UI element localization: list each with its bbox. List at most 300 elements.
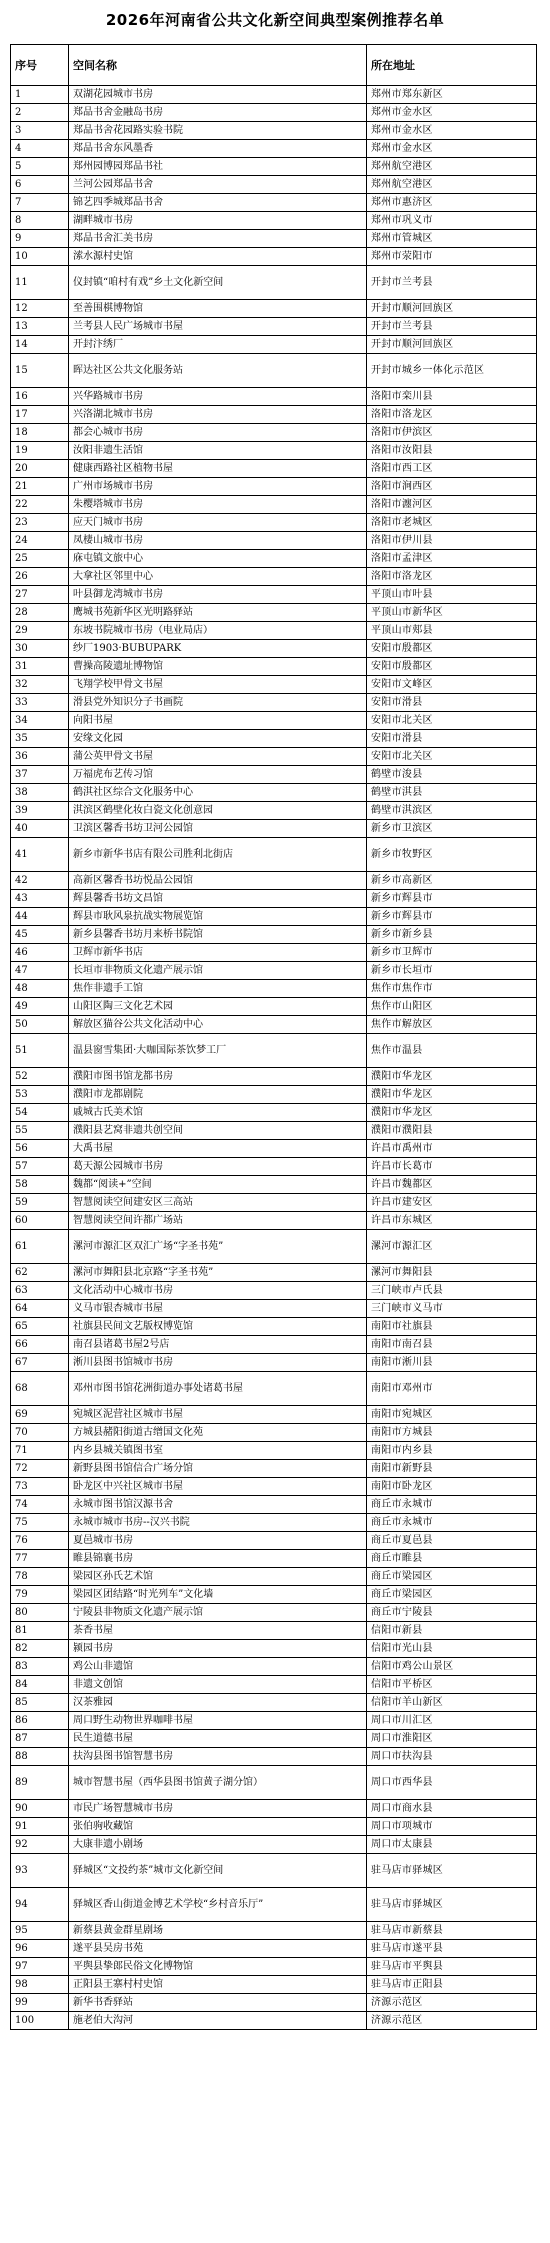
row-number: 33 xyxy=(11,694,69,712)
row-number: 43 xyxy=(11,890,69,908)
row-address: 信阳市新县 xyxy=(367,1622,537,1640)
row-space-name: 温县窗雪集团·大咖国际茶饮梦工厂 xyxy=(69,1034,367,1068)
row-space-name: 市民广场智慧城市书房 xyxy=(69,1800,367,1818)
row-space-name: 开封汴绣厂 xyxy=(69,336,367,354)
row-number: 91 xyxy=(11,1818,69,1836)
row-number: 17 xyxy=(11,406,69,424)
table-row xyxy=(11,1604,537,1622)
row-space-name: 扶沟县图书馆智慧书房 xyxy=(69,1748,367,1766)
row-number: 25 xyxy=(11,550,69,568)
row-space-name: 鹰城书苑新华区光明路驿站 xyxy=(69,604,367,622)
row-space-name: 卧龙区中兴社区城市书屋 xyxy=(69,1478,367,1496)
row-address: 濮阳市华龙区 xyxy=(367,1104,537,1122)
table-row xyxy=(11,694,537,712)
row-number: 62 xyxy=(11,1264,69,1282)
row-address: 周口市项城市 xyxy=(367,1818,537,1836)
row-space-name: 驿城区“文投约茶”城市文化新空间 xyxy=(69,1854,367,1888)
table-row xyxy=(11,212,537,230)
table-row xyxy=(11,926,537,944)
row-address: 洛阳市栾川县 xyxy=(367,388,537,406)
table-row xyxy=(11,104,537,122)
header-number: 序号 xyxy=(11,45,69,86)
row-address: 安阳市殷都区 xyxy=(367,658,537,676)
table-row xyxy=(11,2012,537,2030)
row-space-name: 蒲公英甲骨文书屋 xyxy=(69,748,367,766)
row-space-name: 辉县馨香书坊文昌馆 xyxy=(69,890,367,908)
row-number: 27 xyxy=(11,586,69,604)
table-row xyxy=(11,1424,537,1442)
row-number: 85 xyxy=(11,1694,69,1712)
row-address: 南阳市宛城区 xyxy=(367,1406,537,1424)
row-number: 75 xyxy=(11,1514,69,1532)
row-space-name: 曹操高陵遗址博物馆 xyxy=(69,658,367,676)
table-row xyxy=(11,122,537,140)
row-address: 漯河市源汇区 xyxy=(367,1230,537,1264)
row-number: 96 xyxy=(11,1940,69,1958)
table-row xyxy=(11,1442,537,1460)
row-address: 驻马店市正阳县 xyxy=(367,1976,537,1994)
table-row xyxy=(11,354,537,388)
table-row xyxy=(11,1122,537,1140)
row-address: 洛阳市涧西区 xyxy=(367,478,537,496)
row-number: 52 xyxy=(11,1068,69,1086)
row-space-name: 方城县赭阳街道古缯国文化苑 xyxy=(69,1424,367,1442)
row-address: 漯河市舞阳县 xyxy=(367,1264,537,1282)
row-space-name: 大禹书屋 xyxy=(69,1140,367,1158)
row-space-name: 平舆县挚郎民俗文化博物馆 xyxy=(69,1958,367,1976)
row-number: 2 xyxy=(11,104,69,122)
row-space-name: 文化活动中心城市书房 xyxy=(69,1282,367,1300)
row-space-name: 凤棲山城市书房 xyxy=(69,532,367,550)
table-row xyxy=(11,1282,537,1300)
row-number: 53 xyxy=(11,1086,69,1104)
row-space-name: 正阳县王寨村村史馆 xyxy=(69,1976,367,1994)
row-address: 南阳市新野县 xyxy=(367,1460,537,1478)
row-space-name: 山阳区陶三文化艺术园 xyxy=(69,998,367,1016)
row-number: 97 xyxy=(11,1958,69,1976)
row-address: 三门峡市义马市 xyxy=(367,1300,537,1318)
table-row xyxy=(11,1460,537,1478)
row-address: 新乡市牧野区 xyxy=(367,838,537,872)
row-number: 12 xyxy=(11,300,69,318)
row-number: 86 xyxy=(11,1712,69,1730)
row-number: 11 xyxy=(11,266,69,300)
row-number: 37 xyxy=(11,766,69,784)
table-row xyxy=(11,1372,537,1406)
table-body xyxy=(11,86,537,2030)
row-number: 92 xyxy=(11,1836,69,1854)
row-number: 47 xyxy=(11,962,69,980)
table-row xyxy=(11,514,537,532)
row-address: 信阳市羊山新区 xyxy=(367,1694,537,1712)
row-address: 平顶山市叶县 xyxy=(367,586,537,604)
table-row xyxy=(11,820,537,838)
row-number: 32 xyxy=(11,676,69,694)
row-space-name: 郑州园博园郑品书社 xyxy=(69,158,367,176)
row-space-name: 永城市城市书房--汉兴书院 xyxy=(69,1514,367,1532)
row-number: 9 xyxy=(11,230,69,248)
table-row xyxy=(11,908,537,926)
row-address: 洛阳市瀍河区 xyxy=(367,496,537,514)
row-address: 濮阳市濮阳县 xyxy=(367,1122,537,1140)
row-address: 鹤壁市淇县 xyxy=(367,784,537,802)
row-space-name: 鹤淇社区综合文化服务中心 xyxy=(69,784,367,802)
row-address: 鹤壁市淇滨区 xyxy=(367,802,537,820)
row-number: 21 xyxy=(11,478,69,496)
table-row xyxy=(11,1406,537,1424)
table-row xyxy=(11,532,537,550)
row-number: 51 xyxy=(11,1034,69,1068)
row-address: 驻马店市新蔡县 xyxy=(367,1922,537,1940)
row-number: 88 xyxy=(11,1748,69,1766)
table-row xyxy=(11,248,537,266)
row-space-name: 新野县图书馆信合广场分馆 xyxy=(69,1460,367,1478)
row-number: 31 xyxy=(11,658,69,676)
row-space-name: 梁园区孙氏艺术馆 xyxy=(69,1568,367,1586)
table-row xyxy=(11,1068,537,1086)
row-number: 74 xyxy=(11,1496,69,1514)
table-row xyxy=(11,1836,537,1854)
row-address: 驻马店市驿城区 xyxy=(367,1888,537,1922)
row-space-name: 焦作非遗手工馆 xyxy=(69,980,367,998)
row-number: 14 xyxy=(11,336,69,354)
table-row xyxy=(11,1730,537,1748)
row-number: 100 xyxy=(11,2012,69,2030)
row-address: 安阳市文峰区 xyxy=(367,676,537,694)
table-row xyxy=(11,1586,537,1604)
row-space-name: 鸡公山非遗馆 xyxy=(69,1658,367,1676)
row-space-name: 濮阳市龙都剧院 xyxy=(69,1086,367,1104)
row-number: 90 xyxy=(11,1800,69,1818)
row-address: 周口市淮阳区 xyxy=(367,1730,537,1748)
row-number: 13 xyxy=(11,318,69,336)
row-address: 安阳市滑县 xyxy=(367,730,537,748)
table-row xyxy=(11,1016,537,1034)
row-space-name: 濮阳市图书馆龙都书房 xyxy=(69,1068,367,1086)
row-space-name: 张伯驹收藏馆 xyxy=(69,1818,367,1836)
row-address: 郑州航空港区 xyxy=(367,176,537,194)
row-address: 洛阳市伊滨区 xyxy=(367,424,537,442)
row-address: 焦作市温县 xyxy=(367,1034,537,1068)
row-space-name: 夏邑城市书房 xyxy=(69,1532,367,1550)
row-address: 新乡市长垣市 xyxy=(367,962,537,980)
row-number: 44 xyxy=(11,908,69,926)
row-number: 81 xyxy=(11,1622,69,1640)
row-space-name: 颍园书房 xyxy=(69,1640,367,1658)
table-row xyxy=(11,802,537,820)
row-space-name: 民生道德书屋 xyxy=(69,1730,367,1748)
row-number: 18 xyxy=(11,424,69,442)
row-space-name: 驿城区香山街道金博艺术学校“乡村音乐厅” xyxy=(69,1888,367,1922)
table-row xyxy=(11,1958,537,1976)
row-address: 驻马店市驿城区 xyxy=(367,1854,537,1888)
row-space-name: 汝阳非遗生活馆 xyxy=(69,442,367,460)
row-space-name: 解放区猫谷公共文化活动中心 xyxy=(69,1016,367,1034)
row-address: 新乡市辉县市 xyxy=(367,890,537,908)
row-number: 95 xyxy=(11,1922,69,1940)
row-space-name: 飞翔学校甲骨文书屋 xyxy=(69,676,367,694)
row-address: 许昌市东城区 xyxy=(367,1212,537,1230)
row-space-name: 智慧阅读空间建安区三高站 xyxy=(69,1194,367,1212)
row-space-name: 淇滨区鹤壁化妆白瓷文化创意园 xyxy=(69,802,367,820)
table-row xyxy=(11,622,537,640)
row-address: 平顶山市新华区 xyxy=(367,604,537,622)
row-address: 安阳市滑县 xyxy=(367,694,537,712)
row-address: 洛阳市汝阳县 xyxy=(367,442,537,460)
table-row xyxy=(11,998,537,1016)
row-space-name: 内乡县城关镇图书室 xyxy=(69,1442,367,1460)
table-row xyxy=(11,962,537,980)
row-number: 61 xyxy=(11,1230,69,1264)
row-number: 70 xyxy=(11,1424,69,1442)
row-address: 鹤壁市浚县 xyxy=(367,766,537,784)
row-number: 39 xyxy=(11,802,69,820)
row-number: 99 xyxy=(11,1994,69,2012)
row-space-name: 淅川县图书馆城市书房 xyxy=(69,1354,367,1372)
row-number: 40 xyxy=(11,820,69,838)
table-row xyxy=(11,1158,537,1176)
row-number: 93 xyxy=(11,1854,69,1888)
table-row xyxy=(11,230,537,248)
row-number: 28 xyxy=(11,604,69,622)
row-number: 6 xyxy=(11,176,69,194)
row-space-name: 永城市图书馆汉源书舍 xyxy=(69,1496,367,1514)
table-row xyxy=(11,1176,537,1194)
row-address: 新乡市卫辉市 xyxy=(367,944,537,962)
row-address: 焦作市山阳区 xyxy=(367,998,537,1016)
row-number: 3 xyxy=(11,122,69,140)
table-row xyxy=(11,1140,537,1158)
row-number: 65 xyxy=(11,1318,69,1336)
row-address: 郑州市郑东新区 xyxy=(367,86,537,104)
table-row xyxy=(11,1212,537,1230)
table-row xyxy=(11,748,537,766)
row-space-name: 社旗县民间文艺版权博览馆 xyxy=(69,1318,367,1336)
row-number: 22 xyxy=(11,496,69,514)
table-row xyxy=(11,1336,537,1354)
row-space-name: 郑品书舍花园路实验书院 xyxy=(69,122,367,140)
row-address: 驻马店市平舆县 xyxy=(367,1958,537,1976)
row-address: 南阳市南召县 xyxy=(367,1336,537,1354)
header-address: 所在地址 xyxy=(367,45,537,86)
table-row xyxy=(11,424,537,442)
row-address: 安阳市殷都区 xyxy=(367,640,537,658)
row-space-name: 大康非遗小剧场 xyxy=(69,1836,367,1854)
table-row xyxy=(11,388,537,406)
row-number: 46 xyxy=(11,944,69,962)
row-number: 23 xyxy=(11,514,69,532)
row-address: 许昌市长葛市 xyxy=(367,1158,537,1176)
row-address: 洛阳市洛龙区 xyxy=(367,568,537,586)
row-address: 南阳市方城县 xyxy=(367,1424,537,1442)
row-address: 开封市城乡一体化示范区 xyxy=(367,354,537,388)
row-address: 周口市西华县 xyxy=(367,1766,537,1800)
table-row xyxy=(11,1658,537,1676)
row-space-name: 魏都“阅读+”空间 xyxy=(69,1176,367,1194)
row-space-name: 漯河市源汇区双汇广场“字圣书苑” xyxy=(69,1230,367,1264)
table-row xyxy=(11,586,537,604)
row-space-name: 周口野生动物世界咖啡书屋 xyxy=(69,1712,367,1730)
row-number: 54 xyxy=(11,1104,69,1122)
table-row xyxy=(11,766,537,784)
row-space-name: 双湖花园城市书房 xyxy=(69,86,367,104)
row-number: 36 xyxy=(11,748,69,766)
row-address: 南阳市邓州市 xyxy=(367,1372,537,1406)
row-address: 济源示范区 xyxy=(367,1994,537,2012)
table-row xyxy=(11,890,537,908)
row-number: 72 xyxy=(11,1460,69,1478)
row-number: 26 xyxy=(11,568,69,586)
row-number: 24 xyxy=(11,532,69,550)
row-number: 79 xyxy=(11,1586,69,1604)
row-number: 29 xyxy=(11,622,69,640)
table-row xyxy=(11,1748,537,1766)
row-address: 郑州市金水区 xyxy=(367,140,537,158)
table-row xyxy=(11,784,537,802)
row-space-name: 戚城古氏美术馆 xyxy=(69,1104,367,1122)
table-row xyxy=(11,1800,537,1818)
row-space-name: 晖达社区公共文化服务站 xyxy=(69,354,367,388)
row-address: 安阳市北关区 xyxy=(367,748,537,766)
row-space-name: 都会心城市书房 xyxy=(69,424,367,442)
table-row xyxy=(11,1640,537,1658)
row-space-name: 汉茶雅园 xyxy=(69,1694,367,1712)
table-row xyxy=(11,1478,537,1496)
table-row xyxy=(11,1514,537,1532)
page-title: 2026年河南省公共文化新空间典型案例推荐名单 xyxy=(105,11,445,29)
row-space-name: 万福虎布艺传习馆 xyxy=(69,766,367,784)
row-space-name: 卫滨区馨香书坊卫河公园馆 xyxy=(69,820,367,838)
row-number: 68 xyxy=(11,1372,69,1406)
row-number: 48 xyxy=(11,980,69,998)
row-number: 49 xyxy=(11,998,69,1016)
row-number: 71 xyxy=(11,1442,69,1460)
row-number: 84 xyxy=(11,1676,69,1694)
table-row xyxy=(11,300,537,318)
row-address: 新乡市卫滨区 xyxy=(367,820,537,838)
row-number: 8 xyxy=(11,212,69,230)
row-number: 19 xyxy=(11,442,69,460)
row-space-name: 新乡市新华书店有限公司胜利北街店 xyxy=(69,838,367,872)
row-address: 郑州市巩义市 xyxy=(367,212,537,230)
table-row xyxy=(11,158,537,176)
table-row xyxy=(11,194,537,212)
table-row xyxy=(11,1976,537,1994)
row-space-name: 应天门城市书房 xyxy=(69,514,367,532)
row-space-name: 邓州市图书馆花洲街道办事处诸葛书屋 xyxy=(69,1372,367,1406)
row-number: 80 xyxy=(11,1604,69,1622)
row-space-name: 葛天源公园城市书房 xyxy=(69,1158,367,1176)
row-space-name: 濮阳县艺窝非遗共创空间 xyxy=(69,1122,367,1140)
row-space-name: 纱厂1903·BUBUPARK xyxy=(69,640,367,658)
table-row xyxy=(11,406,537,424)
table-row xyxy=(11,478,537,496)
row-number: 83 xyxy=(11,1658,69,1676)
table-row xyxy=(11,496,537,514)
row-number: 38 xyxy=(11,784,69,802)
row-number: 50 xyxy=(11,1016,69,1034)
row-space-name: 庥屯镇文旅中心 xyxy=(69,550,367,568)
row-address: 南阳市社旗县 xyxy=(367,1318,537,1336)
row-number: 94 xyxy=(11,1888,69,1922)
row-space-name: 睢县锦襄书房 xyxy=(69,1550,367,1568)
row-address: 郑州航空港区 xyxy=(367,158,537,176)
row-space-name: 义马市银杏城市书屋 xyxy=(69,1300,367,1318)
table-row xyxy=(11,640,537,658)
row-space-name: 溹水源村史馆 xyxy=(69,248,367,266)
row-number: 10 xyxy=(11,248,69,266)
row-address: 济源示范区 xyxy=(367,2012,537,2030)
row-address: 南阳市卧龙区 xyxy=(367,1478,537,1496)
table-row xyxy=(11,550,537,568)
row-number: 82 xyxy=(11,1640,69,1658)
row-space-name: 兴洛湖北城市书房 xyxy=(69,406,367,424)
table-row xyxy=(11,1766,537,1800)
row-space-name: 智慧阅读空间许都广场站 xyxy=(69,1212,367,1230)
table-row xyxy=(11,86,537,104)
row-address: 许昌市禹州市 xyxy=(367,1140,537,1158)
row-number: 15 xyxy=(11,354,69,388)
row-space-name: 朱樱塔城市书房 xyxy=(69,496,367,514)
row-number: 34 xyxy=(11,712,69,730)
row-number: 60 xyxy=(11,1212,69,1230)
row-address: 商丘市梁园区 xyxy=(367,1586,537,1604)
row-space-name: 健康西路社区植物书屋 xyxy=(69,460,367,478)
row-address: 焦作市焦作市 xyxy=(367,980,537,998)
row-space-name: 施老伯大沟河 xyxy=(69,2012,367,2030)
table-row xyxy=(11,318,537,336)
table-row xyxy=(11,1532,537,1550)
table-header-row xyxy=(11,45,537,86)
row-address: 开封市顺河回族区 xyxy=(367,300,537,318)
row-space-name: 仪封镇“咱村有戏”乡土文化新空间 xyxy=(69,266,367,300)
row-number: 87 xyxy=(11,1730,69,1748)
row-address: 郑州市金水区 xyxy=(367,122,537,140)
row-address: 开封市兰考县 xyxy=(367,266,537,300)
row-address: 洛阳市西工区 xyxy=(367,460,537,478)
row-number: 55 xyxy=(11,1122,69,1140)
table-row xyxy=(11,730,537,748)
row-number: 42 xyxy=(11,872,69,890)
row-address: 洛阳市老城区 xyxy=(367,514,537,532)
table-row xyxy=(11,1568,537,1586)
row-number: 4 xyxy=(11,140,69,158)
row-space-name: 郑品书舍汇美书房 xyxy=(69,230,367,248)
row-space-name: 城市智慧书屋（西华县图书馆黄子湖分馆） xyxy=(69,1766,367,1800)
row-space-name: 滑县党外知识分子书画院 xyxy=(69,694,367,712)
row-address: 许昌市建安区 xyxy=(367,1194,537,1212)
row-space-name: 新乡县馨香书坊月来桥书院馆 xyxy=(69,926,367,944)
table-row xyxy=(11,1994,537,2012)
table-row xyxy=(11,266,537,300)
table-row xyxy=(11,980,537,998)
recommendation-table xyxy=(10,44,537,2030)
row-space-name: 安缘文化园 xyxy=(69,730,367,748)
table-row xyxy=(11,1550,537,1568)
row-address: 信阳市鸡公山景区 xyxy=(367,1658,537,1676)
row-number: 89 xyxy=(11,1766,69,1800)
table-row xyxy=(11,442,537,460)
row-address: 郑州市金水区 xyxy=(367,104,537,122)
row-address: 许昌市魏都区 xyxy=(367,1176,537,1194)
row-address: 商丘市睢县 xyxy=(367,1550,537,1568)
table-row xyxy=(11,176,537,194)
table-row xyxy=(11,1922,537,1940)
table-row xyxy=(11,1264,537,1282)
table-row xyxy=(11,838,537,872)
row-address: 新乡市辉县市 xyxy=(367,908,537,926)
row-number: 57 xyxy=(11,1158,69,1176)
